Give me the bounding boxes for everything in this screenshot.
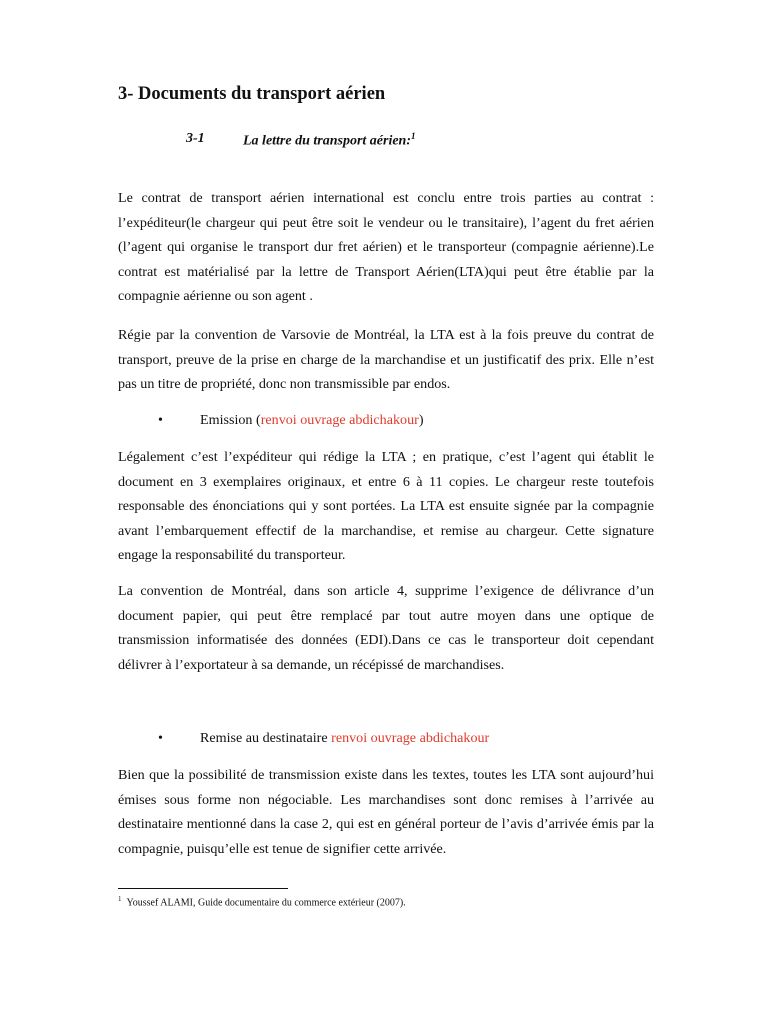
bullet-emission-paren-open: ( <box>256 412 261 428</box>
subsection-title <box>243 131 416 150</box>
subsection-number: 3-1 <box>186 131 205 146</box>
footnote-ref: 1 <box>411 131 416 141</box>
subsection-title-text: La lettre du transport aérien: <box>243 133 412 149</box>
paragraph-parties: Le contrat de transport aérien international est conclu entre trois parties au contrat : l’expéditeur(le chargeur qui peut être soit le vendeur ou le transitaire), l’agent du fret aérien (l’agent qui organise le transport dur fret aérien) et le transporteur (compagnie aérienne).Le contrat est matérialisé par la lettre de Transport Aérien(LTA)qui peut être établie par la compagnie aérienne ou son agent . <box>118 190 654 305</box>
bullet-emission <box>200 412 424 429</box>
bullet-marker-remise: • <box>158 730 163 746</box>
bullet-marker-emission: • <box>158 412 163 428</box>
bullet-remise-label: Remise au destinataire <box>200 730 328 746</box>
paragraph-non-negociable: Bien que la possibilité de transmission existe dans les textes, toutes les LTA sont aujourd’hui émises sous forme non négociable. Les marchandises sont donc remises à l’arrivée au destinataire mentionné dans la case 2, qui est en général porteur de l’avis d’arrivée émis par la compagnie, puisqu’elle est tenue de signifier cette arrivée. <box>118 767 654 857</box>
bullet-remise-reference: renvoi ouvrage abdichakour <box>331 730 490 746</box>
footnote-number: 1 <box>118 895 122 903</box>
footnote-divider <box>118 888 288 889</box>
bullet-remise <box>200 730 489 747</box>
footnote <box>118 895 406 908</box>
bullet-emission-paren-close: ) <box>418 412 424 428</box>
bullet-emission-label: Emission <box>200 412 253 428</box>
section-title: 3- Documents du transport aérien <box>118 84 386 104</box>
paragraph-convention: Régie par la convention de Varsovie de Montréal, la LTA est à la fois preuve du contrat de transport, preuve de la prise en charge de la marchandise et un justificatif des prix. Elle n’est pas un titre de propriété, donc non transmissible par endos. <box>118 327 654 393</box>
footnote-text: Youssef ALAMI, Guide documentaire du commerce extérieur (2007). <box>126 897 406 909</box>
paragraph-redaction: Légalement c’est l’expéditeur qui rédige la LTA ; en pratique, c’est l’agent qui établit le document en 3 exemplaires originaux, et entre 6 à 11 copies. Le chargeur reste toutefois responsable des énonciations qui y sont portées. La LTA est ensuite signée par la compagnie avant l’embarquement effectif de la marchandise, et remise au chargeur. Cette signature engage la responsabilité du transporteur. <box>118 449 654 564</box>
paragraph-montreal: La convention de Montréal, dans son article 4, supprime l’exigence de délivrance d’un document papier, qui peut être remplacé par tout autre moyen dans une optique de transmission informatisée des données (EDI).Dans ce cas le transporteur doit cependant délivrer à l’exportateur à sa demande, un récépissé de marchandises. <box>118 583 654 673</box>
bullet-emission-reference: renvoi ouvrage abdichakour <box>260 412 419 428</box>
